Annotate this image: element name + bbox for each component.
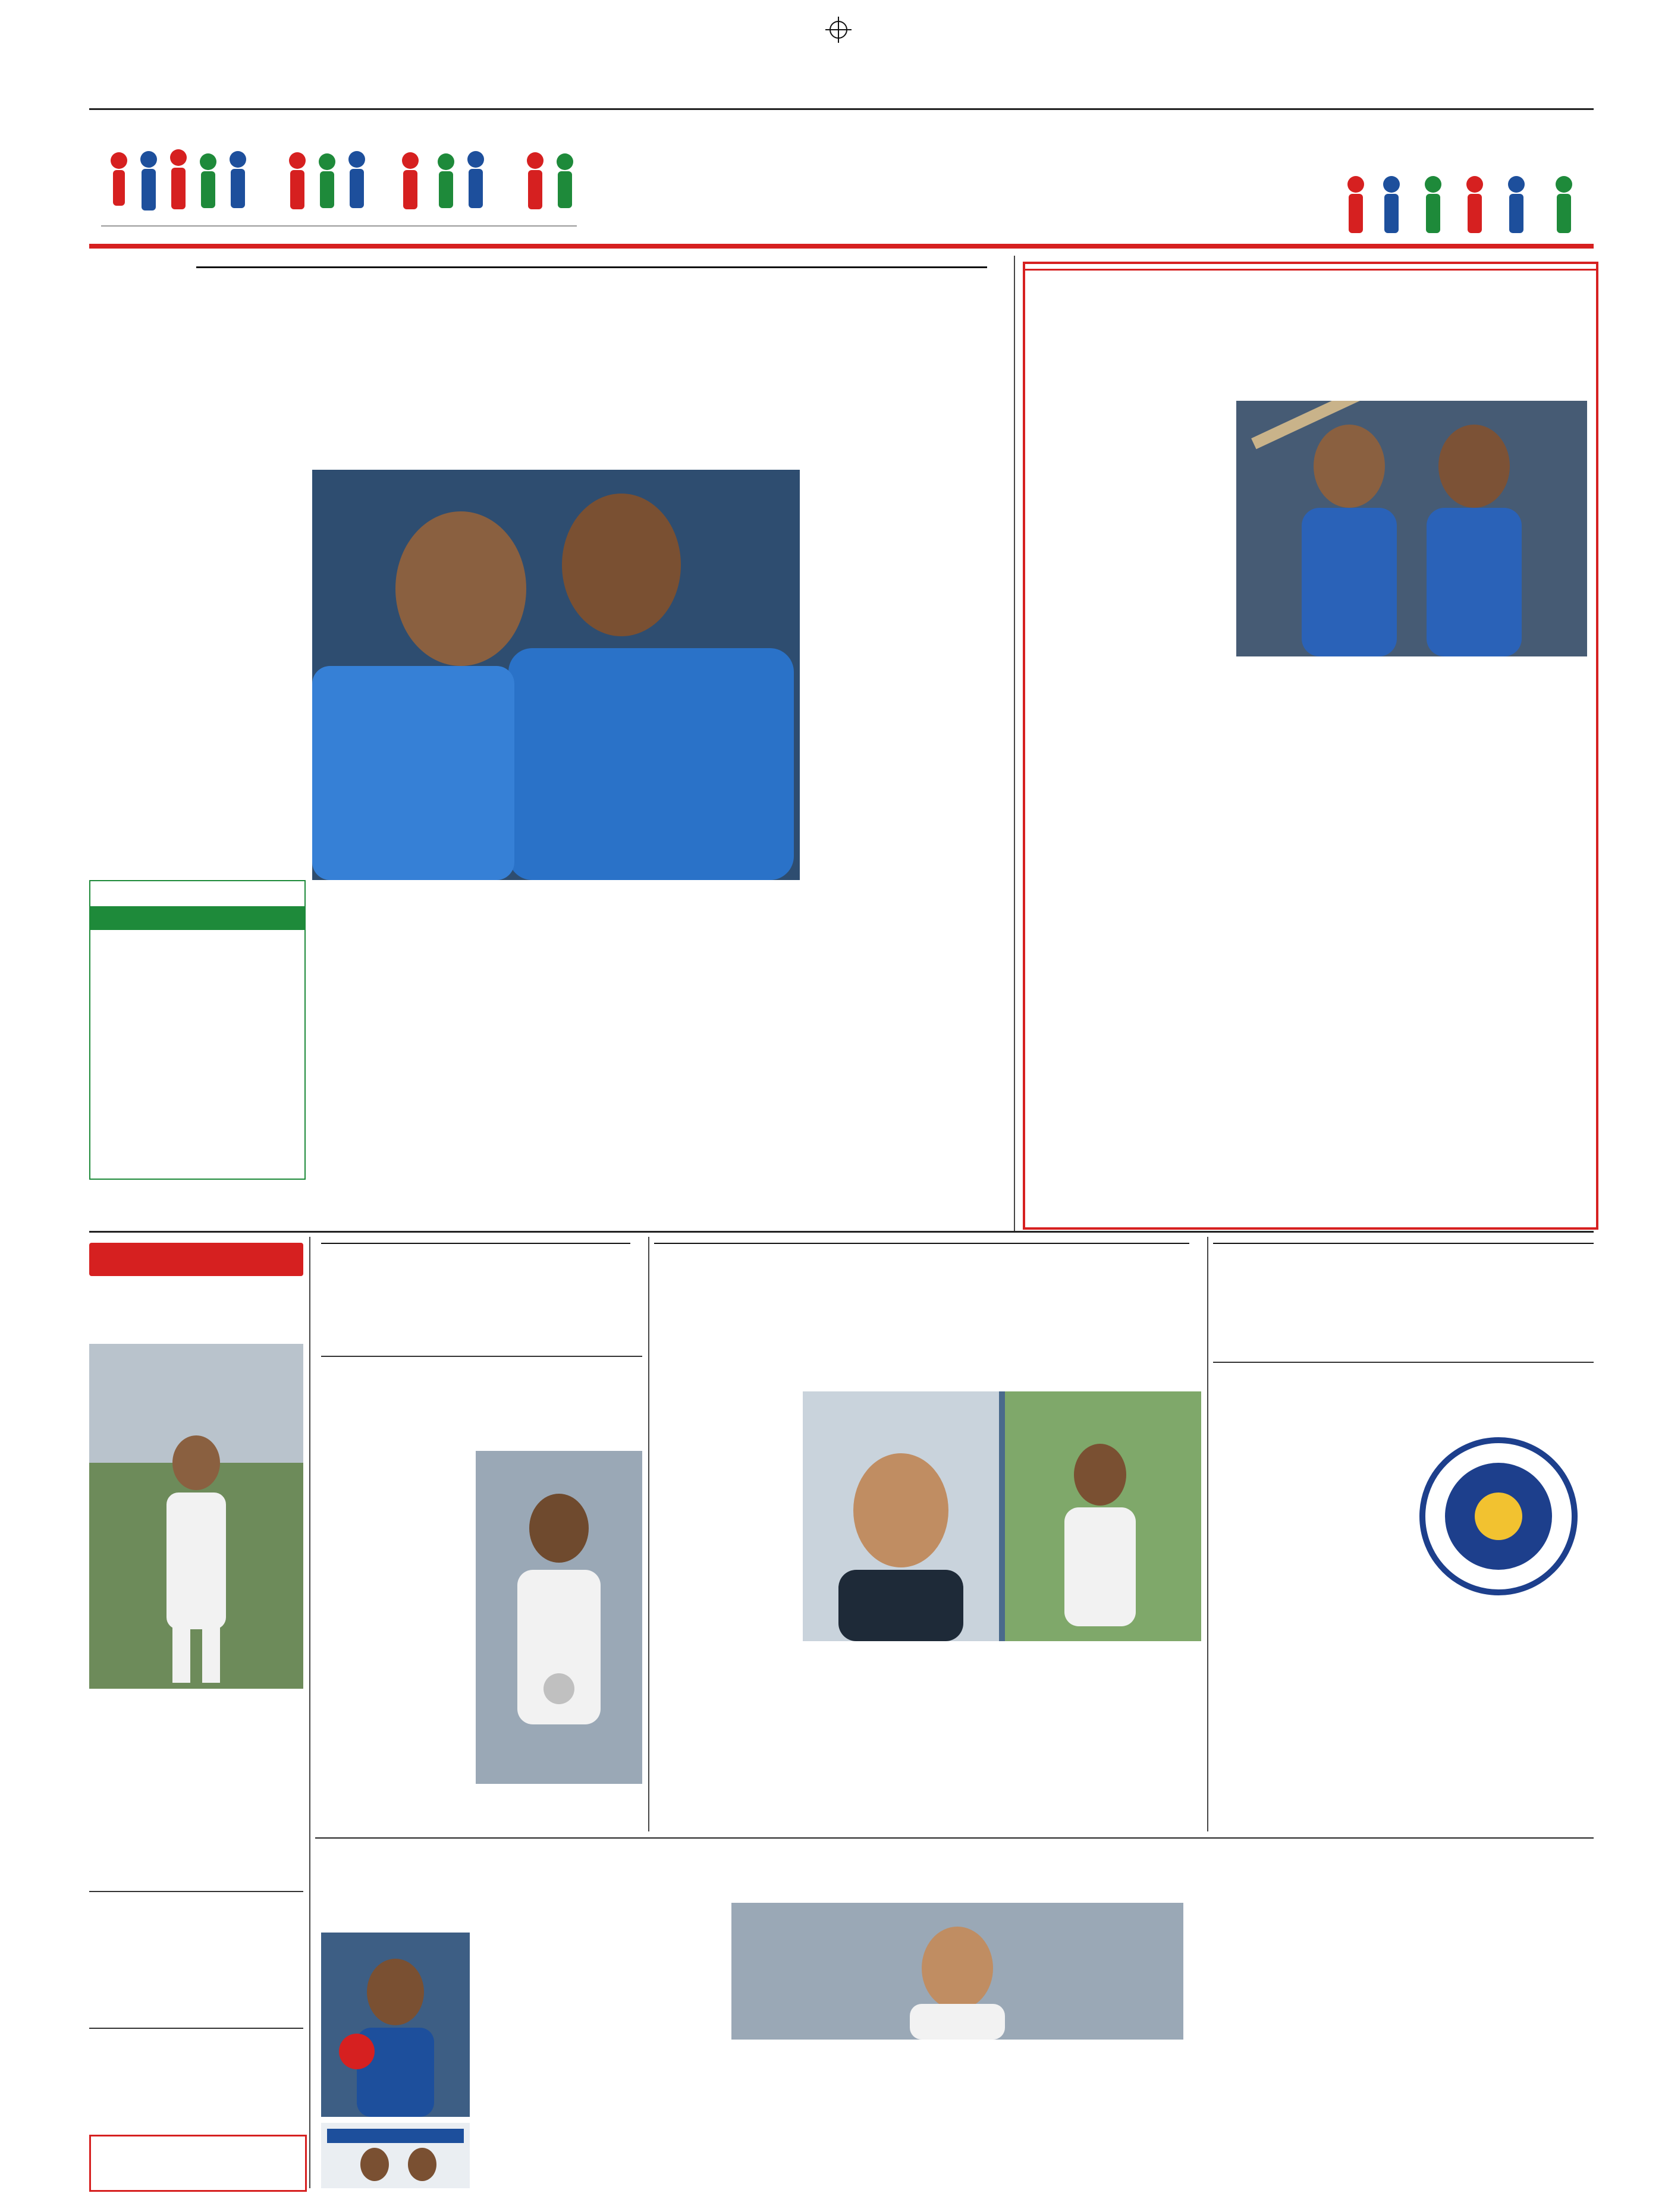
story4-kicker bbox=[654, 1243, 1189, 1244]
story10-photo bbox=[321, 2123, 470, 2188]
story2-sub2-body bbox=[1418, 775, 1584, 1108]
header-rule bbox=[89, 108, 1594, 110]
story2-sub1-body bbox=[1236, 775, 1409, 1108]
fast-bowling-box-label bbox=[90, 906, 304, 930]
story1-body bbox=[89, 488, 303, 874]
story1-kicker bbox=[196, 266, 987, 268]
story3-kicker bbox=[321, 1243, 630, 1244]
column-divider-1 bbox=[1014, 256, 1015, 1231]
bcci-logo bbox=[1409, 1427, 1588, 1605]
story2-photo-caption bbox=[1236, 662, 1587, 728]
column-divider-4 bbox=[1207, 1237, 1208, 1831]
fast-bowling-box-body bbox=[95, 936, 300, 1174]
story1-photo bbox=[312, 470, 800, 880]
story7-photo bbox=[731, 1903, 1183, 2040]
story1-body-continued bbox=[809, 470, 1005, 1112]
story1-body-end bbox=[809, 1118, 1005, 1213]
track-story1-photo bbox=[89, 1344, 303, 1689]
section-rule-3 bbox=[315, 1837, 1594, 1839]
column-divider-2 bbox=[309, 1237, 310, 2188]
track-story3-body bbox=[89, 2075, 303, 2129]
sports-track-label bbox=[89, 1243, 303, 1276]
sports-icons-left bbox=[101, 137, 577, 238]
registration-mark-top bbox=[821, 12, 856, 50]
track-story2-head bbox=[89, 1891, 303, 1896]
track-story2-body bbox=[89, 1938, 303, 2022]
story7-body bbox=[731, 2046, 1183, 2194]
story2-kicker bbox=[1025, 269, 1596, 271]
sports-icons-right bbox=[1338, 166, 1594, 256]
story3-photo bbox=[476, 1451, 642, 1784]
column-divider-3 bbox=[648, 1237, 649, 1831]
story5-sub bbox=[1213, 1362, 1594, 1365]
story5-kicker bbox=[1213, 1243, 1594, 1244]
story3-body bbox=[321, 1403, 470, 1831]
story4-body bbox=[654, 1385, 797, 1802]
track-story4-head bbox=[89, 2135, 307, 2192]
story2-body bbox=[1037, 420, 1227, 830]
section-rule-2 bbox=[89, 1231, 1594, 1233]
story6-photo bbox=[321, 1933, 470, 2117]
story4-photo bbox=[803, 1391, 1201, 1641]
story5-body bbox=[1213, 1409, 1397, 1825]
story6-body bbox=[476, 1949, 725, 2199]
banner-red-rule bbox=[89, 244, 1594, 249]
track-story1-body bbox=[89, 1695, 303, 1885]
track-story3-head bbox=[89, 2028, 303, 2031]
story1-photo-caption bbox=[312, 886, 800, 934]
fast-bowling-box bbox=[89, 880, 306, 1180]
story2-photo bbox=[1236, 401, 1587, 656]
story2-box bbox=[1023, 262, 1598, 1230]
story3-sub bbox=[321, 1356, 642, 1359]
